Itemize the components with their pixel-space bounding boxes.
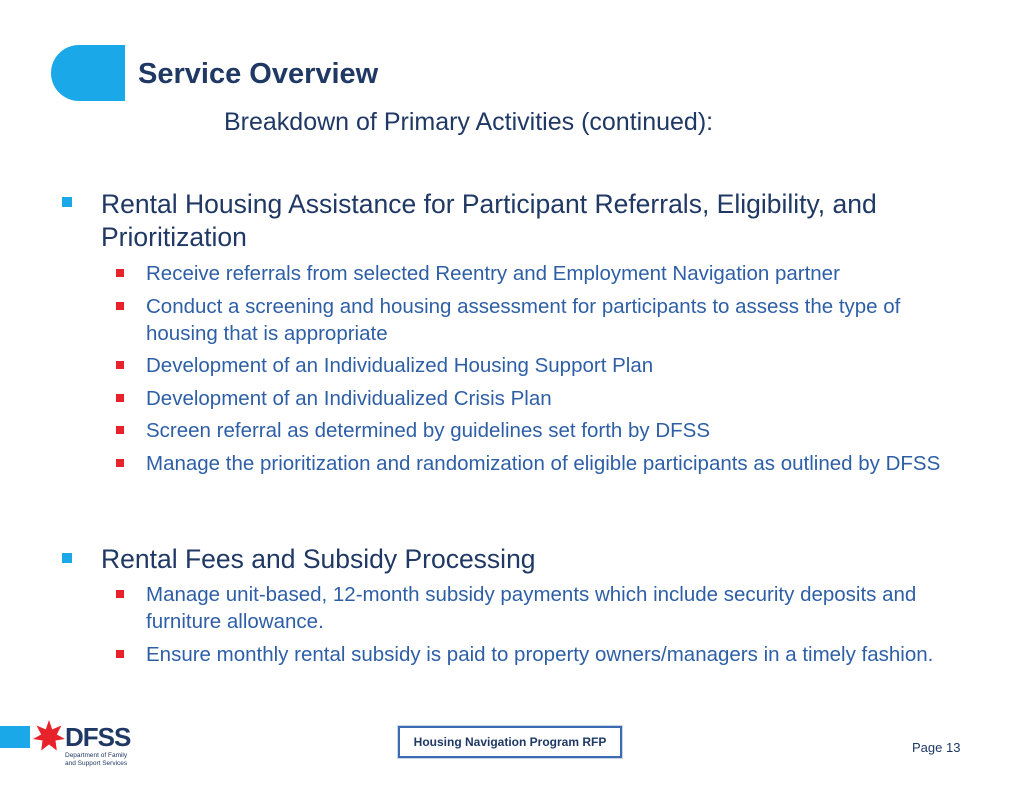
list-item — [0, 385, 941, 412]
bullet-icon — [116, 361, 124, 369]
section-heading: Rental Housing Assistance for Participant Referrals, Eligibility, and Prioritization — [101, 189, 877, 252]
list-item-text: Manage unit-based, 12-month subsidy payments which include security deposits and furniture allowance. — [146, 583, 917, 633]
list-item-text: Receive referrals from selected Reentry and Employment Navigation partner — [146, 262, 840, 285]
section-bullet-icon — [62, 553, 72, 563]
list-item — [0, 417, 941, 444]
section-heading: Rental Fees and Subsidy Processing — [101, 544, 536, 574]
bullet-icon — [116, 650, 124, 658]
list-item-text: Ensure monthly rental subsidy is paid to property owners/managers in a timely fashion. — [146, 642, 934, 666]
dfss-logo — [30, 719, 130, 769]
list-item — [0, 260, 941, 287]
bullet-icon — [116, 590, 124, 598]
program-label-box: Housing Navigation Program RFP — [398, 726, 622, 758]
bullet-icon — [116, 302, 124, 310]
list-item-text: Development of an Individualized Housing Support Plan — [146, 354, 654, 377]
section-item-list — [0, 260, 1024, 482]
list-item-text: Manage the prioritization and randomization of eligible participants as outlined by DFSS — [146, 451, 941, 475]
list-item-text: Conduct a screening and housing assessment for participants to assess the type of housing that is appropriate — [146, 294, 901, 345]
list-item — [0, 581, 941, 635]
logo-subtext: Department of Family and Support Services — [65, 752, 128, 767]
list-item — [0, 352, 941, 379]
section-item-list — [0, 581, 1024, 673]
list-item — [0, 293, 941, 347]
list-item — [0, 641, 941, 668]
page-subtitle: Breakdown of Primary Activities (continued): — [224, 108, 714, 136]
bullet-icon — [116, 459, 124, 467]
list-item-text: Screen referral as determined by guidelines set forth by DFSS — [146, 419, 711, 442]
section-bullet-icon — [62, 197, 72, 207]
page-title: Service Overview — [138, 58, 379, 90]
footer-accent-bar — [0, 726, 30, 748]
bullet-icon — [116, 394, 124, 402]
bullet-icon — [116, 269, 124, 277]
page-number: Page 13 — [912, 740, 961, 755]
logo-wordmark: DFSS — [65, 722, 131, 752]
list-item-text: Development of an Individualized Crisis Plan — [146, 386, 552, 410]
star-icon — [32, 719, 66, 753]
list-item — [0, 450, 941, 477]
bullet-icon — [116, 426, 124, 434]
header-accent-shape — [51, 45, 125, 101]
